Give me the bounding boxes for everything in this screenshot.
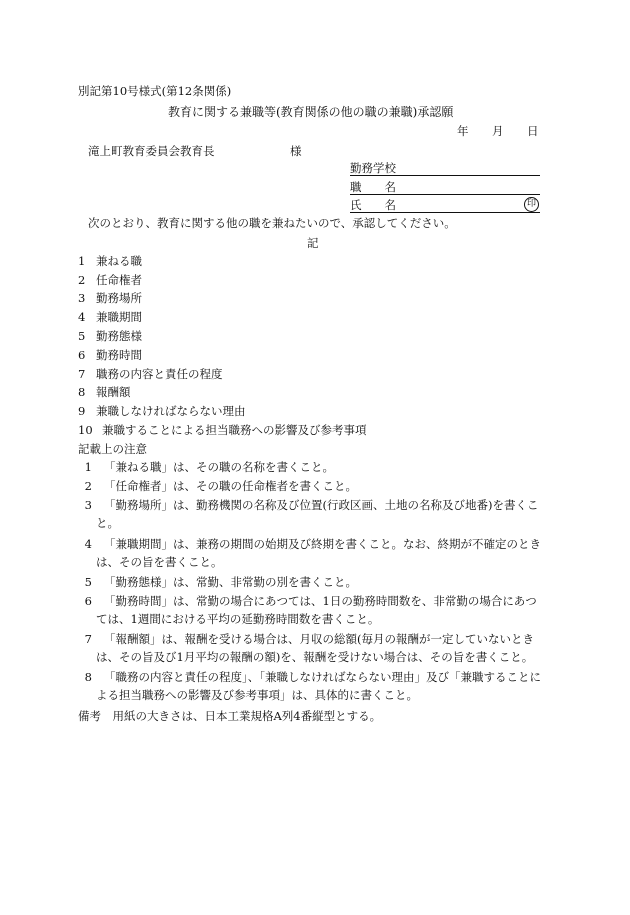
note-continuation: よる担当職務への影響及び参考事項」は、具体的に書くこと。 bbox=[96, 688, 418, 702]
position-field-line bbox=[350, 194, 540, 195]
addressee: 滝上町教育委員会教育長 bbox=[88, 144, 215, 158]
note-item: 4 「兼職期間」は、兼務の期間の始期及び終期を書くこと。なお、終期が不確定のとき bbox=[84, 537, 541, 551]
note-item: 1 「兼ねる職」は、その職の名称を書くこと。 bbox=[84, 460, 334, 474]
list-item: 2 任命権者 bbox=[78, 273, 142, 287]
list-item: 7 職務の内容と責任の程度 bbox=[78, 367, 223, 381]
document-title: 教育に関する兼職等(教育関係の他の職の兼職)承認願 bbox=[168, 105, 454, 119]
honorific: 様 bbox=[290, 144, 302, 158]
name-label: 氏 名 bbox=[350, 198, 396, 212]
list-item: 6 勤務時間 bbox=[78, 348, 142, 362]
school-label: 勤務学校 bbox=[350, 161, 396, 175]
date-year-label: 年 bbox=[457, 124, 469, 138]
school-field-line bbox=[350, 175, 540, 176]
note-continuation: と。 bbox=[96, 516, 119, 530]
intro-text: 次のとおり、教育に関する他の職を兼ねたいので、承認してください。 bbox=[88, 216, 456, 230]
note-item: 6 「勤務時間」は、常勤の場合にあつては、1日の勤務時間数を、非常勤の場合にあつ bbox=[84, 594, 537, 608]
note-item: 2 「任命権者」は、その職の任命権者を書くこと。 bbox=[84, 479, 357, 493]
list-item: 1 兼ねる職 bbox=[78, 254, 142, 268]
note-continuation: は、その旨を書くこと。 bbox=[96, 555, 223, 569]
position-label: 職 名 bbox=[350, 180, 396, 194]
remarks: 備考 用紙の大きさは、日本工業規格A列4番縦型とする。 bbox=[78, 709, 382, 723]
note-item: 8 「職務の内容と責任の程度」、「兼職しなければならない理由」及び「兼職することに bbox=[84, 670, 541, 684]
date-day-label: 日 bbox=[527, 124, 539, 138]
notes-heading: 記載上の注意 bbox=[78, 442, 147, 456]
list-item: 10 兼職することによる担当職務への影響及び参考事項 bbox=[78, 423, 367, 437]
name-field-line bbox=[350, 212, 540, 213]
seal-mark: 印 bbox=[524, 197, 539, 212]
note-continuation: ては、1週間における平均の延勤務時間数を書くこと。 bbox=[96, 612, 380, 626]
list-item: 4 兼職期間 bbox=[78, 310, 142, 324]
form-reference: 別記第10号様式(第12条関係) bbox=[78, 84, 232, 98]
note-continuation: は、その旨及び1月平均の報酬の額)を、報酬を受けない場合は、その旨を書くこと。 bbox=[96, 650, 534, 664]
list-item: 8 報酬額 bbox=[78, 385, 131, 399]
note-item: 5 「勤務態様」は、常勤、非常勤の別を書くこと。 bbox=[84, 575, 357, 589]
ki-heading: 記 bbox=[307, 236, 319, 250]
list-item: 5 勤務態様 bbox=[78, 329, 142, 343]
note-item: 7 「報酬額」は、報酬を受ける場合は、月収の総額(毎月の報酬が一定していないとき bbox=[84, 632, 534, 646]
note-item: 3 「勤務場所」は、勤務機関の名称及び位置(行政区画、土地の名称及び地番)を書くこ bbox=[84, 498, 539, 512]
date-month-label: 月 bbox=[492, 124, 504, 138]
list-item: 9 兼職しなければならない理由 bbox=[78, 404, 246, 418]
list-item: 3 勤務場所 bbox=[78, 291, 142, 305]
